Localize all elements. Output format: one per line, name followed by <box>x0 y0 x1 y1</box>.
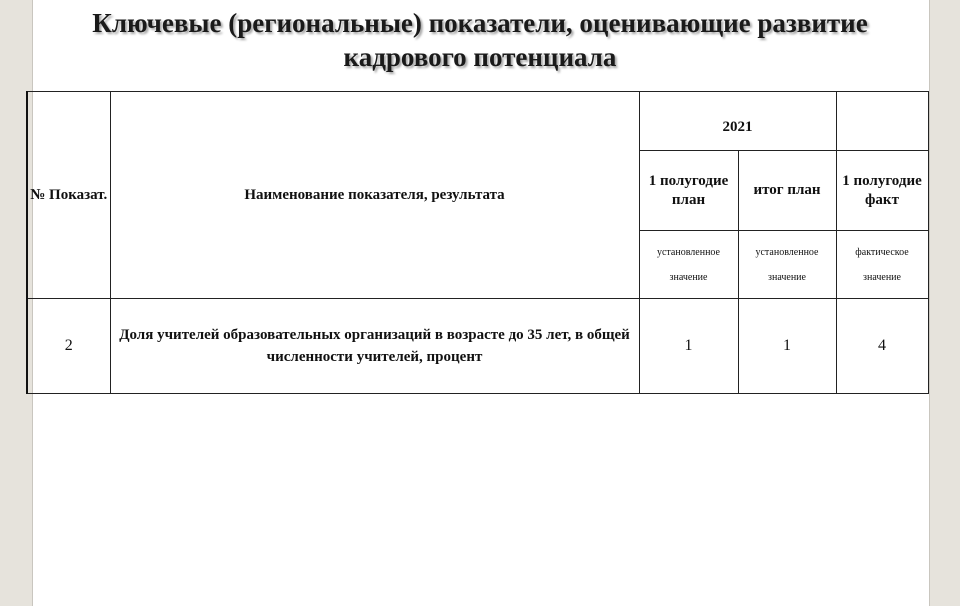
slide-title: Ключевые (региональные) показатели, оценивающие развитие кадрового потенциала <box>92 8 868 72</box>
row-number: 2 <box>27 299 110 394</box>
note-plan-total: установленное значение <box>738 231 836 299</box>
table-row <box>27 299 928 394</box>
header-number: № Показат. <box>27 92 110 299</box>
header-row-year <box>27 92 928 151</box>
row-indicator-name: Доля учителей образовательных организаций в возрасте до 35 лет, в общей численности учителей, процент <box>110 299 639 394</box>
header-plan-total: итог план <box>738 151 836 231</box>
header-year-empty <box>836 92 928 151</box>
header-year: 2021 <box>639 92 836 151</box>
note-plan-half: установленное значение <box>639 231 738 299</box>
header-plan-half: 1 полугодие план <box>639 151 738 231</box>
header-indicator-name: Наименование показателя, результата <box>110 92 639 299</box>
kpi-table <box>26 91 929 394</box>
note-fact-half: фактическое значение <box>836 231 928 299</box>
row-plan-total: 1 <box>738 299 836 394</box>
row-plan-half: 1 <box>639 299 738 394</box>
row-fact-half: 4 <box>836 299 928 394</box>
header-fact-half: 1 полугодие факт <box>836 151 928 231</box>
